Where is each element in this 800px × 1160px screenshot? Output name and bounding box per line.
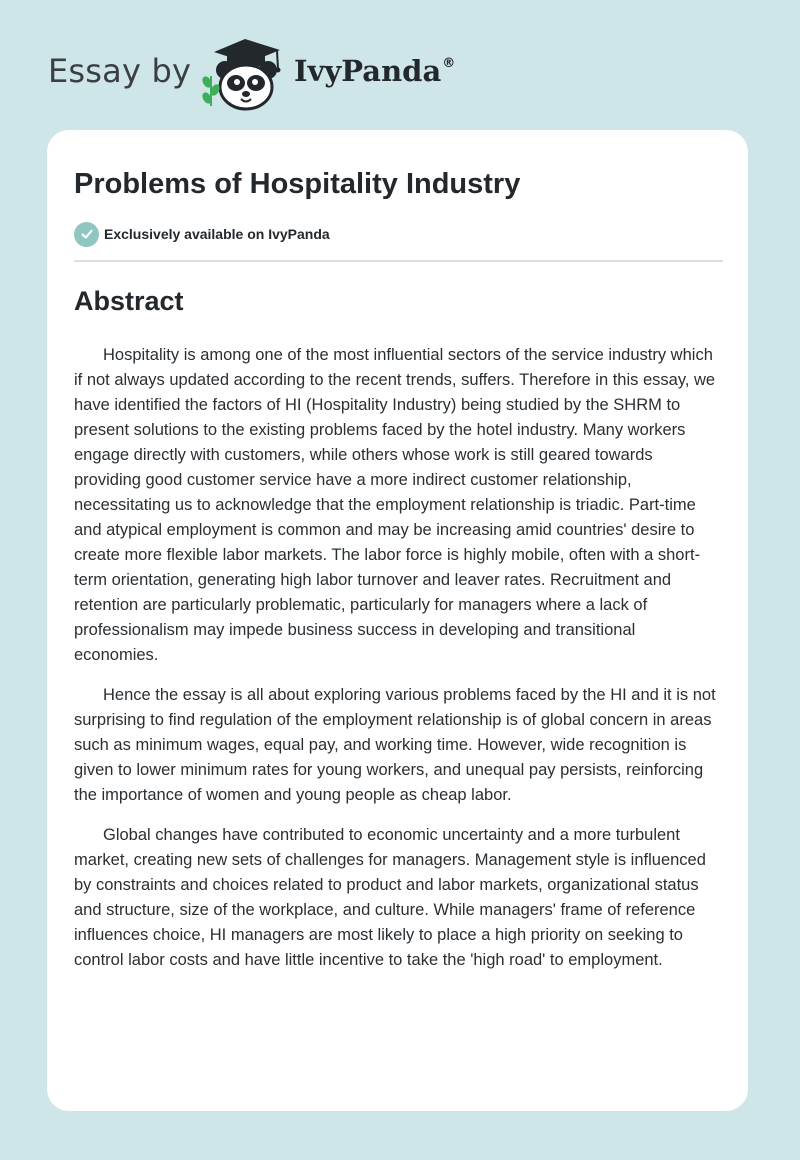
paragraph: Hospitality is among one of the most influential sectors of the service industry which if not always updated according to the recent trends, suffers. Therefore in this essay, we have identified the factors of HI (Hospitality Industry) being studied by the SHRM to present solutions to the existing problems faced by the hotel industry. Many workers engage directly with customers, while others whose work is still geared towards providing good customer service have a more indirect customer relationship, necessitating us to acknowledge that the employment relationship is triadic. Part-time and atypical employment is common and may be increasing amid countries' desire to create more flexible labor markets. The labor force is highly mobile, often with a short-term orientation, generating high labor turnover and leaver rates. Recruitment and retention are particularly problematic, particularly for managers where a lack of professionalism may impede business success in developing and transitional economies. <box>74 346 716 664</box>
paragraph: Global changes have contributed to economic uncertainty and a more turbulent market, creating new sets of challenges for managers. Management style is influenced by constraints and choices related to product and labor markets, organizational status and structure, size of the workplace, and culture. While managers' frame of reference influences choice, HI managers are most likely to place a high priority on seeking to control labor costs and have little incentive to take the 'high road' to employment. <box>74 826 706 969</box>
availability-badge <box>74 221 723 247</box>
page-title: Problems of Hospitality Industry <box>74 168 521 200</box>
paragraph: Hence the essay is all about exploring various problems faced by the HI and it is not surprising to find regulation of the employment relationship is of global concern in areas such as minimum wages, equal pay, and working time. However, wide recognition is given to lower minimum rates for young workers, and unequal pay persists, reinforcing the importance of women and young people as cheap labor. <box>74 686 716 804</box>
divider <box>74 260 723 262</box>
brand-prefix: Essay by <box>48 52 192 90</box>
essay-card <box>47 130 748 1111</box>
brand-header[interactable] <box>48 36 468 112</box>
essay-content <box>74 130 723 973</box>
section-heading-abstract: Abstract <box>74 286 184 316</box>
availability-text: Exclusively available on IvyPanda <box>104 226 330 242</box>
panda-graduate-logo-icon <box>200 36 290 112</box>
brand-name <box>294 54 454 88</box>
registered-mark: ® <box>442 56 456 71</box>
checkmark-icon <box>74 222 99 247</box>
brand-name-text: IvyPanda <box>294 54 442 88</box>
